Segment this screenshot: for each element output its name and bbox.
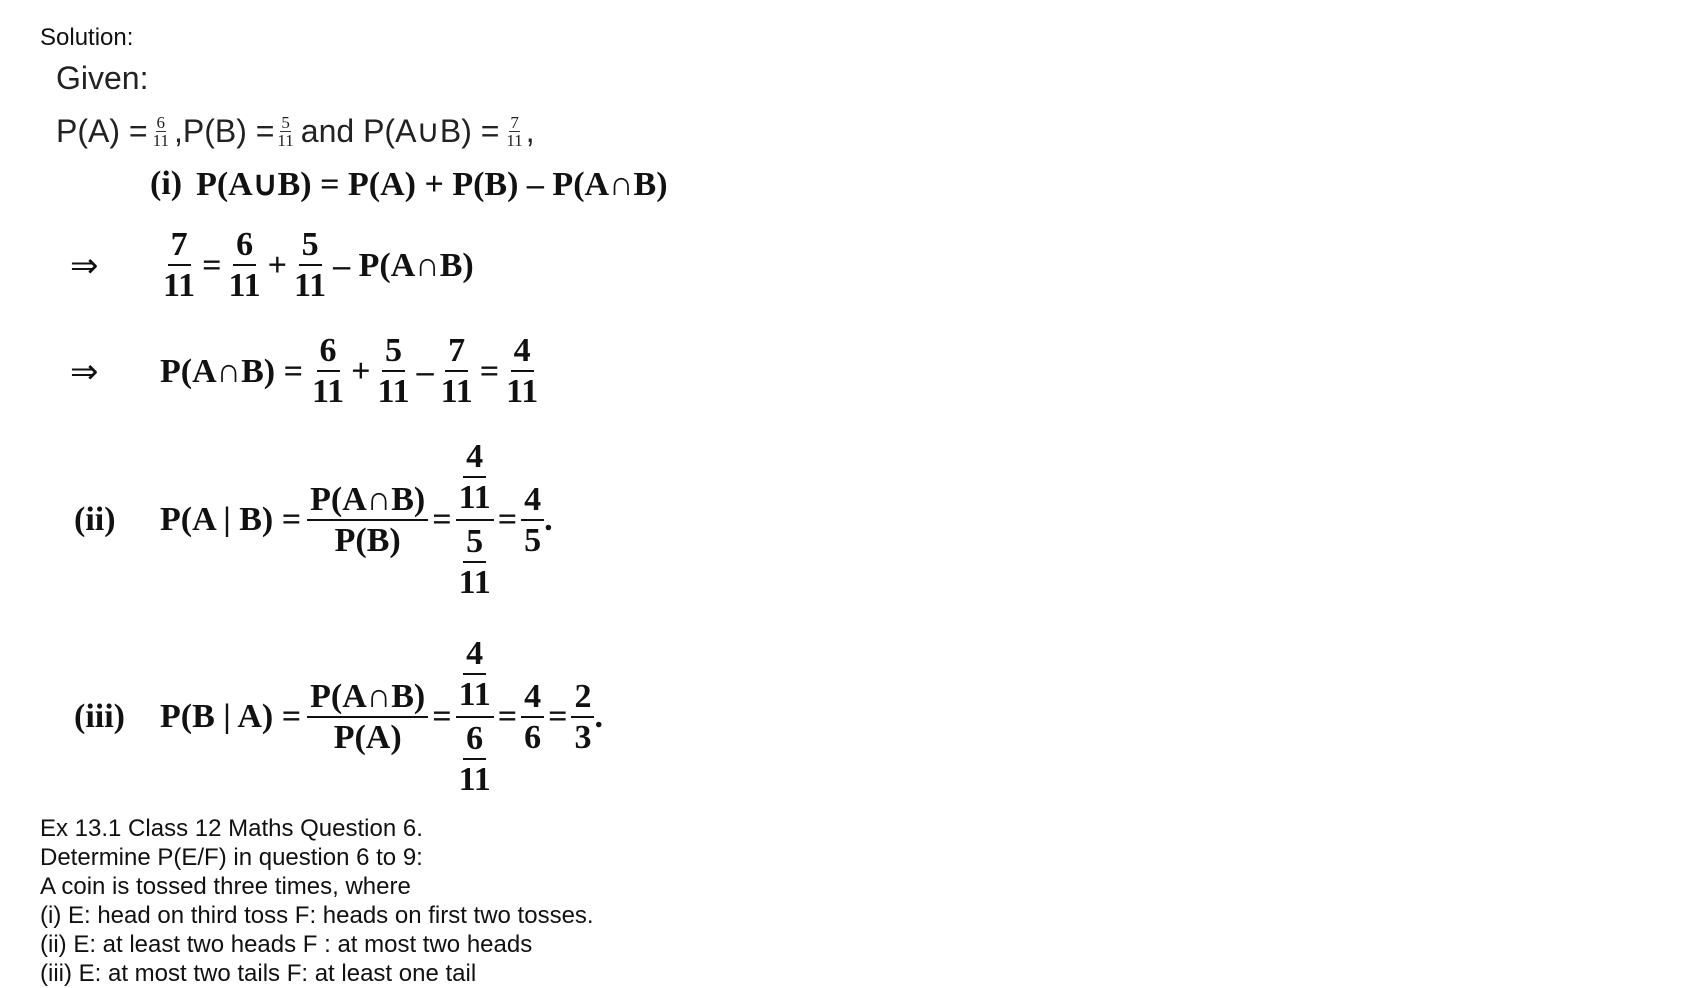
- part-ii-end: .: [544, 501, 553, 538]
- step-1-f2-num: 6: [233, 228, 256, 266]
- part-iii-r1-num: 4: [521, 680, 544, 718]
- given-pb-fraction: [276, 114, 294, 149]
- question-line-3: (i) E: head on third toss F: heads on first two tosses.: [40, 902, 594, 929]
- given-pa-prefix: P(A) =: [56, 112, 148, 149]
- question-line-1: Determine P(E/F) in question 6 to 9:: [40, 844, 423, 871]
- step-2-f3-num: 7: [445, 334, 468, 372]
- part-ii-result-fraction: [521, 480, 544, 559]
- part-iii-bot-den: 11: [458, 761, 491, 798]
- part-iii-r2-num: 2: [571, 680, 594, 718]
- step-2-f2-den: 11: [377, 373, 410, 410]
- given-pa-fraction: [152, 114, 170, 149]
- part-ii-main-num: P(A∩B): [307, 483, 428, 521]
- implies-arrow-icon: ⇒: [70, 351, 99, 392]
- step-1-fraction-3: [291, 228, 329, 303]
- given-label: Given:: [56, 60, 149, 96]
- part-iii-bottom-fraction: [456, 722, 494, 797]
- part-iii-r2-den: 3: [574, 718, 592, 756]
- question-block: [40, 814, 594, 988]
- step-2-fraction-3: [438, 334, 476, 409]
- part-ii-main-fraction: [307, 480, 428, 559]
- given-pa-den: 11: [152, 130, 169, 150]
- given-end-sep: ,: [525, 112, 535, 149]
- part-iii-main-den: P(A): [333, 718, 402, 756]
- step-2-f2-num: 5: [382, 334, 405, 372]
- given-pb-num: 5: [281, 112, 290, 132]
- part-iii-main-fraction: [307, 677, 428, 756]
- part-iii-label: (iii): [74, 698, 125, 735]
- part-ii-top-den: 11: [458, 479, 491, 516]
- part-ii-bot-num: 5: [463, 525, 486, 563]
- part-iii-top-den: 11: [458, 676, 491, 713]
- part-iii-end: .: [594, 698, 603, 735]
- part-i-formula: [150, 164, 668, 204]
- given-pab-den: 11: [506, 130, 523, 150]
- step-1-f1-den: 11: [163, 267, 196, 304]
- step-2-f1-num: 6: [317, 334, 340, 372]
- step-2-lhs: P(A∩B) =: [160, 352, 303, 390]
- step-2-fraction-4: [503, 334, 541, 409]
- step-2-equals: =: [479, 352, 500, 390]
- part-ii-lhs: P(A | B) =: [160, 501, 302, 538]
- given-pab-num: 7: [510, 112, 519, 132]
- step-2-f4-den: 11: [506, 373, 539, 410]
- step-2-f1-den: 11: [311, 373, 345, 410]
- part-i-label: (i): [150, 165, 183, 202]
- implies-arrow-icon: ⇒: [70, 245, 99, 286]
- step-1-tail: – P(A∩B): [333, 246, 474, 284]
- part-ii-main-den: P(B): [334, 521, 401, 559]
- given-pa-sep: ,: [173, 112, 183, 149]
- given-pab-fraction: [505, 114, 523, 149]
- part-iii-equation: [74, 637, 603, 797]
- part-ii-equals-1: =: [432, 501, 452, 538]
- step-2-f4-num: 4: [511, 334, 534, 372]
- part-iii-main-num: P(A∩B): [307, 680, 428, 718]
- part-ii-equation: [74, 440, 553, 600]
- given-pa-num: 6: [156, 112, 166, 132]
- part-iii-equals-3: =: [548, 698, 568, 735]
- part-ii-res-num: 4: [521, 483, 544, 521]
- part-ii-top-num: 4: [463, 440, 486, 478]
- part-iii-top-fraction: [456, 637, 494, 716]
- part-iii-r1-den: 6: [524, 718, 542, 756]
- part-ii-top-fraction: [456, 440, 494, 519]
- step-2-minus: –: [416, 352, 434, 390]
- given-pb-prefix: P(B) =: [182, 112, 275, 149]
- solution-label: Solution:: [40, 24, 134, 51]
- step-1-f2-den: 11: [228, 267, 261, 304]
- part-iii-equals-2: =: [497, 698, 518, 735]
- question-title: Ex 13.1 Class 12 Maths Question 6.: [40, 815, 423, 842]
- part-iii-result-fraction-1: [521, 677, 544, 756]
- given-and-text: and P(A∪B) =: [300, 113, 500, 149]
- step-1-f3-den: 11: [294, 267, 327, 304]
- part-iii-result-fraction-2: [571, 677, 594, 756]
- step-1-equation: [70, 228, 474, 303]
- step-2-fraction-2: [374, 334, 412, 409]
- part-i-equation: P(A∪B) = P(A) + P(B) – P(A∩B): [196, 166, 668, 203]
- step-1-fraction-2: [226, 228, 264, 303]
- part-ii-bottom-fraction: [456, 525, 494, 600]
- part-ii-compound-fraction: [456, 440, 494, 600]
- step-2-f3-den: 11: [440, 373, 473, 410]
- question-line-4: (ii) E: at least two heads F : at most two heads: [40, 931, 533, 958]
- part-iii-lhs: P(B | A) =: [160, 698, 302, 735]
- step-1-f3-num: 5: [299, 228, 322, 266]
- step-1-fraction-1: [160, 228, 198, 303]
- part-ii-label: (ii): [74, 501, 116, 538]
- part-iii-bot-num: 6: [463, 722, 486, 760]
- question-line-2: A coin is tossed three times, where: [40, 873, 411, 900]
- step-2-plus: +: [351, 352, 371, 390]
- step-2-fraction-1: [309, 334, 347, 409]
- part-iii-equals-1: =: [432, 698, 452, 735]
- given-probabilities: [56, 112, 535, 150]
- step-1-plus: +: [267, 246, 287, 284]
- part-iii-top-num: 4: [463, 637, 486, 675]
- step-1-f1-num: 7: [168, 228, 191, 266]
- part-ii-res-den: 5: [524, 521, 542, 559]
- given-pb-den: 11: [277, 130, 294, 150]
- step-1-equals: =: [202, 246, 222, 284]
- question-line-5: (iii) E: at most two tails F: at least one tail: [40, 960, 477, 987]
- step-2-equation: [70, 334, 541, 409]
- part-ii-bot-den: 11: [458, 564, 491, 601]
- part-ii-equals-2: =: [497, 501, 518, 538]
- part-iii-compound-fraction: [456, 637, 494, 797]
